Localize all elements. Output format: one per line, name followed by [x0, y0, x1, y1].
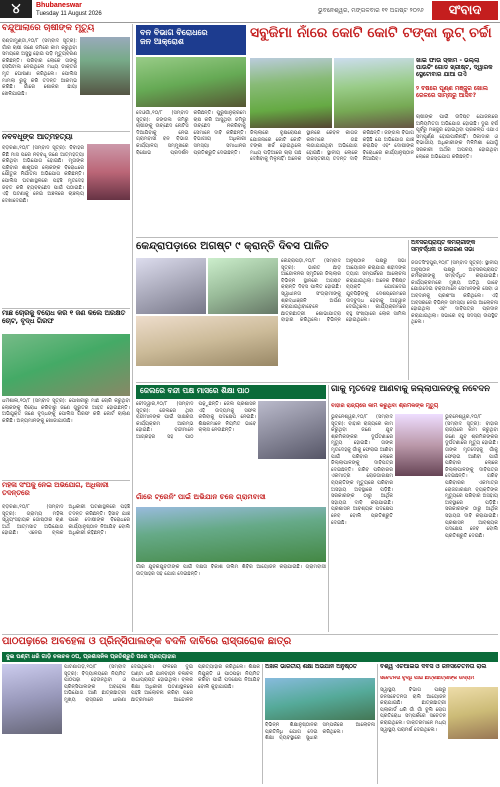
- bottom-mid-body: ବିଭିନ୍ନ ଶିକ୍ଷାନୁଷ୍ଠାନର ପ୍ରତିନିଧି ଯୋଗ ଦେଇ ଶିକ୍ଷା ବ୍ୟବସ୍ଥାରେ ସୁଧାର ସମ୍ପର୍କରେ ଆଲୋଚନା କରିଥିଲେ।: [265, 722, 375, 742]
- lead-headline-box: [250, 25, 500, 57]
- bottom-right-body: ସ୍ୱାସ୍ଥ୍ୟ ବିଭାଗ ପକ୍ଷରୁ ଜନସଚେତନତା ରାଲି ଆୟୋଜନ କରାଯାଇଛି। ଛାତ୍ରଛାତ୍ରୀ ପ୍ଲାକାର୍ଡ ଧରି ଗାଁ ଗାଁ ବୁଲି ରୋଗ ପ୍ରତିରୋଧ ସମ୍ପର୍କରେ ସଚେତନ କରାଇଥିଲେ। ଡାକ୍ତରମାନେ ମଧ୍ୟ ସ୍ୱାସ୍ଥ୍ୟ ପରାମର୍ଶ ଦେଇଥିଲେ।: [380, 687, 446, 733]
- left-article-2-headline: ନବବଧୂଙ୍କ ଆତ୍ମହତ୍ୟା: [2, 133, 73, 141]
- left-article-3-headline-box: [2, 310, 130, 332]
- center-top-band: [136, 25, 246, 55]
- left-article-1-headline-box: [2, 24, 130, 37]
- left-article-2-headline-box: [2, 133, 130, 144]
- lead-photo-left: [250, 58, 332, 128]
- banner2-photo-1: [136, 258, 206, 314]
- mid-b-body: ଗାଁର ଯୁବକଯୁବତୀଙ୍କ ପାଇଁ ଦକ୍ଷତା ବିକାଶ ତାଲିମ ଶିବିର ଆୟୋଜନ କରାଯାଇଛି। ଗ୍ରାମବାସୀ ଉତ୍ସାହର ସହ ଯୋଗ ଦେଇଛନ୍ତି।: [136, 564, 326, 577]
- lead-headline: ସବୁଜିମା ନାଁରେ କୋଟି କୋଟି ଟଙ୍କା ଲୁଟ୍ ଚର୍ଚ୍ଚା: [250, 25, 492, 41]
- left-article-3-body: ଧର୍ମଶାଳା,୧୦/୮ (ସମ୍ବାଦ ସୂତ୍ର): ପୋଖରୀରୁ ମାଛ ଚୋରି କରୁଥିବା ଲୋକଙ୍କୁ ବିରୋଧ କରିବାରୁ ଜଣେ ଗୁରୁତର ଆହତ ହୋଇଛନ୍ତି। ଅଭିଯୁକ୍ତ ଜଣେ ବୃଦ୍ଧଙ୍କୁ ପୋଲିସ ଗିରଫ କରି କୋର୍ଟ ଚାଲାଣ କରିଛି। ଅନ୍ୟମାନଙ୍କୁ ଖୋଜାଯାଉଛି।: [2, 398, 130, 424]
- right-top-headline-box: [416, 58, 498, 84]
- right-c-body-col2: ଭୁବନେଶ୍ୱର,୧୦/୮ (ସମ୍ବାଦ ସୂତ୍ର): ବାହାର ରାଜ୍ୟରେ କାମ କରୁଥିବା ଜଣେ ଯୁବ ଶ୍ରମିକଙ୍କର ଦୁର୍ଘଟଣାରେ ମୃତ୍ୟୁ ହୋଇଛି। ତାଙ୍କ ମୃତଦେହକୁ ଗାଁକୁ ଫେରାଇ ଆଣିବା ପାଇଁ ପରିବାର ଲୋକେ ଜିଲ୍ଲାପାଳଙ୍କୁ ଦାବିପତ୍ର ଦେଇଛନ୍ତି। ଗରିବ ପରିବାରର ଏକମାତ୍ର ରୋଜଗାରକ୍ଷମ ବ୍ୟକ୍ତିଙ୍କ ମୃତ୍ୟୁରେ ପରିବାର ଅସହାୟ ଅବସ୍ଥାରେ ପଡ଼ିଛି। ସରକାରଙ୍କ ଠାରୁ ଆର୍ଥିକ ସହାୟତା ଦାବି କରାଯାଇଛି। ପ୍ରଶାସନ ଆବଶ୍ୟକ ପଦକ୍ଷେପ ନେବ ବୋଲି ପ୍ରତିଶ୍ରୁତି ଦେଇଛି।: [445, 414, 498, 539]
- left-article-2-body: ବଡ଼ଚଣା,୧୦/୮ (ସମ୍ବାଦ ସୂତ୍ର): ବିବାହର କିଛି ମାସ ପରେ ନବବଧୂ ଜଣେ ଆତ୍ମହତ୍ୟା କରିଥିବା ଅଭିଯୋଗ ହୋଇଛି। ମୃତାଙ୍କ ପରିବାର ଶାଶୂଘର ଲୋକଙ୍କ ବିରୋଧରେ ଯୌତୁକ ନିର୍ଯାତନା ଅଭିଯୋଗ କରିଛନ୍ତି। ପୋଲିସ ଘଟଣାସ୍ଥଳରେ ପହଞ୍ଚି ମୃତଦେହ ଜବତ କରି ବ୍ୟବଚ୍ଛେଦ ପାଇଁ ପଠାଇଛି। ଏହି ଘଟଣାକୁ ନେଇ ଅଞ୍ଚଳରେ ଚାଞ୍ଚଲ୍ୟ ଦେଖାଦେଇଛି।: [2, 145, 84, 204]
- bottom-right-kicker-box: [380, 676, 498, 685]
- bottom-right-kicker: ସଚେତନତା ବୃଦ୍ଧି ପାଇଁ ଛାତ୍ରଛାତ୍ରୀଙ୍କ ଉଦ୍ୟମ: [380, 676, 475, 681]
- right-mid-headline: ଅବସରପ୍ରାପ୍ତ କର୍ମଚାରୀଙ୍କ ସମ୍ବର୍ଦ୍ଧନା ଓ ଜାଗରଣ ସଭା: [411, 240, 476, 253]
- banner3-sub-band: [2, 652, 498, 662]
- banner3-photo: [2, 664, 62, 734]
- right-c-kicker-box: [331, 403, 498, 412]
- center-top-band-line1: ବନ ବିଭାଗ ବିରୋଧରେ: [140, 28, 208, 37]
- banner3-headline-box: [2, 636, 498, 651]
- banner2-headline-box: [136, 240, 406, 256]
- lead-body: ଜିଲ୍ଲାରେ ବୃକ୍ଷରୋପଣ ଯୋଜନାରେ କୋଟି କୋଟି ଟଙ୍କା ଖର୍ଚ୍ଚ ହୋଇଥିଲେ ମଧ୍ୟ ପଡ଼ିଆରେ ଚାରା ଗଛ ଦେଖିବାକୁ ମିଳୁନାହିଁ। ଅନେକ ସ୍ଥାନରେ କେବଳ କାଗଜ କଲମରେ ଗଛ ଲଗାଯାଇଥିବା ଅଭିଯୋଗ ହୋଇଛି। ସ୍ଥାନୀୟ ଲୋକେ ଉଚ୍ଚସ୍ତରୀୟ ତଦନ୍ତ ଦାବି କରିଛନ୍ତି। ଜଙ୍ଗଲ ବିଭାଗ କହିଛି ଯେ ଅଭିଯୋଗ ଯାଞ୍ଚ କରାଯିବ ଏବଂ ଦୋଷୀଙ୍କ ବିରୋଧରେ କାର୍ଯ୍ୟାନୁଷ୍ଠାନ ନିଆଯିବ।: [250, 130, 414, 163]
- banner2-photo-3: [136, 316, 278, 366]
- left-article-2-photo: [87, 144, 130, 200]
- page-number: ୪: [0, 0, 32, 18]
- lead-photo-right: [334, 58, 414, 128]
- right-top-sub-box: [416, 86, 498, 112]
- left-article-4-body: ବଡ଼ଚଣା,୧୦/୮ (ସମ୍ବାଦ ସୂତ୍ର): ଗ୍ରାମ୍ୟ ମହିଳା ସ୍ୱୟଂସହାୟକ ଗୋଷ୍ଠୀର ଋଣ ଅର୍ଥ ଆତ୍ମସାତ ଅଭିଯୋଗ ହୋଇଛି। ଏନେଇ ବ୍ଲକ ଅଧିକାରୀ ଘଟଣାସ୍ଥଳରେ ପହଞ୍ଚି ତଦନ୍ତ କରିଛନ୍ତି। ହିସାବ ଯାଞ୍ଚ ପରେ ଦୋଷୀଙ୍କ ବିରୋଧରେ କାର୍ଯ୍ୟାନୁଷ୍ଠାନ ନିଆଯିବ ବୋଲି ଅଧିକାରୀ କହିଛନ୍ତି।: [2, 504, 130, 537]
- right-top-body: ଚାଷୀଙ୍କ ପାଇଁ ଉଦ୍ଦିଷ୍ଟ ଯୋଜନାରେ ଅନିୟମିତତା ଅଭିଯୋଗ ହୋଇଛି। ଦୁଇ ବର୍ଷ ପୂର୍ବରୁ ମଞ୍ଜୁର ହୋଇଥିବା ପ୍ରକଳ୍ପ ଏଯାଏ ସମ୍ପୂର୍ଣ୍ଣ ହୋଇପାରିନାହିଁ। ଠିକାଦାର ଓ ବିଭାଗୀୟ ଅଧିକାରୀଙ୍କ ମିଳିମିଶା ଯୋଗୁଁ ସରକାରୀ ଅର୍ଥର ଅପଚୟ ହୋଇଥିବା ଲୋକେ ଅଭିଯୋଗ କରିଛନ୍ତି।: [416, 114, 498, 160]
- bottom-right-photo: [448, 687, 498, 739]
- masthead-logo: ସଂବାଦ: [432, 1, 498, 20]
- left-article-1-body: ବଣ୍ଡାମୁଣ୍ଡା,୧୦/୮ (ସମ୍ବାଦ ସୂତ୍ର): ଗାଁର ଚାଷୀ ଜଣେ ଜମିରେ କାମ କରୁଥିବା ସମୟରେ ଅସୁସ୍ଥ ହୋଇ ପଡ଼ି ମୃତ୍ୟୁବରଣ କରିଛନ୍ତି। ପରିବାର ଲୋକେ ତାଙ୍କୁ ହସ୍ପିଟାଲ ନେଇଥିଲେ ମଧ୍ୟ ଡାକ୍ତର ମୃତ ଘୋଷଣା କରିଥିଲେ। ପୋଲିସ ମାମଲା ରୁଜୁ କରି ତଦନ୍ତ ଆରମ୍ଭ କରିଛି। ଗାଁରେ ଶୋକର ଛାୟା ଖେଳିଯାଇଛି।: [2, 38, 77, 97]
- right-c-kicker: ବାହାର ରାଜ୍ୟରେ କାମ କରୁଥିବା ଶ୍ରମିକଙ୍କ ମୃତ୍ୟୁ: [331, 403, 439, 409]
- mid-b-photo: [136, 507, 326, 562]
- left-article-4-headline-box: [2, 482, 130, 502]
- left-article-3-photo: [2, 334, 130, 396]
- right-mid-headline-box: [411, 240, 498, 258]
- right-top-headline: ଖାଇଁ ଫାଉ ସ୍କାମ - ଭଲ୍ଲା ପାଉଚିଂ ଗୋଡ ଖ୍ରୀଷ୍ଟ, ଦ୍ୱାରକ ସ୍ଥେଟୋବାର ଯାଆ ତାଏି: [416, 58, 493, 78]
- mid-a-body: ଚୌଦ୍ୱାର,୧୦/୮ (ସମ୍ବାଦ ସୂତ୍ର): ଜେଲରେ ଥିବା ବନ୍ଦୀମାନଙ୍କ ପାଇଁ ସାକ୍ଷରତା କାର୍ଯ୍ୟକ୍ରମ ଆରମ୍ଭ ହୋଇଛି। ବନ୍ଦୀମାନେ ଆଗ୍ରହର ସହ ପାଠ ପଢ଼ୁଛନ୍ତି। ଜେଲ ପ୍ରଶାସନ ଏହି ଉଦ୍ୟମକୁ ସଫଳ କରିବାକୁ ପଦକ୍ଷେପ ନେଇଛି। ଶିକ୍ଷକମାନେ ନିୟମିତ ଭାବେ କ୍ଲାସ ନେଉଛନ୍ତି।: [136, 401, 256, 440]
- bottom-right-headline-box: [380, 664, 498, 675]
- bottom-mid-headline: ଅଖିଳ ଭାରତୀୟ ଶିକ୍ଷା ଅଭିଯାନ ଅନୁଷ୍ଠିତ: [265, 664, 357, 670]
- banner2-body: କେନ୍ଦ୍ରାପଡ଼ା,୧୦/୮ (ସମ୍ବାଦ ସୂତ୍ର): ଭାରତ ଛାଡ଼ ଆନ୍ଦୋଳନର ସ୍ମୃତିରେ ଜିଲ୍ଲାର ବିଭିନ୍ନ ସ୍ଥାନରେ ଅଗଷ୍ଟ କ୍ରାନ୍ତି ଦିବସ ପାଳିତ ହୋଇଛି। ସ୍ୱାଧୀନତା ସଂଗ୍ରାମୀଙ୍କୁ ଶ୍ରଦ୍ଧାଞ୍ଜଳି ଅର୍ପଣ କରାଯାଇଥିବାବେଳେ ଛାତ୍ରଛାତ୍ରୀ ଶୋଭାଯାତ୍ରା ବାହାର କରିଥିଲେ। ବିଭିନ୍ନ ଅନୁଷ୍ଠାନ ପକ୍ଷରୁ ସଭା ଆୟୋଜନ କରାଯାଇ ଶହୀଦଙ୍କ ତ୍ୟାଗ ସମ୍ପର୍କରେ ଆଲୋଚନା କରାଯାଇଥିଲା। ଅନେକ ବିଶିଷ୍ଟ ବ୍ୟକ୍ତି ଯୋଗଦେଇ ଯୁବପିଢ଼ିଙ୍କୁ ଦେଶପ୍ରେମରେ ଉଦ୍ବୁଦ୍ଧ ହେବାକୁ ଆହ୍ୱାନ ଦେଇଥିଲେ। କାର୍ଯ୍ୟକ୍ରମରେ ବହୁ ସଂଖ୍ୟାରେ ଲୋକ ସାମିଲ ହୋଇଥିଲେ।: [281, 258, 406, 324]
- right-c-body-col1: ଭୁବନେଶ୍ୱର,୧୦/୮ (ସମ୍ବାଦ ସୂତ୍ର): ବାହାର ରାଜ୍ୟରେ କାମ କରୁଥିବା ଜଣେ ଯୁବ ଶ୍ରମିକଙ୍କର ଦୁର୍ଘଟଣାରେ ମୃତ୍ୟୁ ହୋଇଛି। ତାଙ୍କ ମୃତଦେହକୁ ଗାଁକୁ ଫେରାଇ ଆଣିବା ପାଇଁ ପରିବାର ଲୋକେ ଜିଲ୍ଲାପାଳଙ୍କୁ ଦାବିପତ୍ର ଦେଇଛନ୍ତି। ଗରିବ ପରିବାରର ଏକମାତ୍ର ରୋଜଗାରକ୍ଷମ ବ୍ୟକ୍ତିଙ୍କ ମୃତ୍ୟୁରେ ପରିବାର ଅସହାୟ ଅବସ୍ଥାରେ ପଡ଼ିଛି। ସରକାରଙ୍କ ଠାରୁ ଆର୍ଥିକ ସହାୟତା ଦାବି କରାଯାଇଛି। ପ୍ରଶାସନ ଆବଶ୍ୟକ ପଦକ୍ଷେପ ନେବ ବୋଲି ପ୍ରତିଶ୍ରୁତି ଦେଇଛି।: [331, 414, 393, 526]
- banner2-headline: କେନ୍ଦ୍ରାପଡ଼ାରେ ଅଗଷ୍ଟ ୯ କ୍ରାନ୍ତି ଦିବସ ପାଳିତ: [136, 240, 329, 252]
- left-article-4-headline: ମହିଳା ସଂଘକୁ ନେଇ ଅଭିଯୋଗ, ଅଧିକାରୀ ତଦନ୍ତରେ: [2, 482, 109, 497]
- bottom-mid-photo: [265, 678, 375, 720]
- left-article-1-photo: [80, 37, 130, 95]
- mid-a-photo: [258, 401, 326, 459]
- mid-b-headline: ଗାଁରେ ଟ୍ରେନିଂ ପାଇଁ ଅଭିଯାନ ଚଳେ ଗ୍ରାମବାସୀ: [136, 493, 266, 501]
- right-mid-body: ଜଗତସିଂହପୁର,୧୦/୮ (ସମ୍ବାଦ ସୂତ୍ର): ସ୍ଥାନୀୟ ଅନୁଷ୍ଠାନ ପକ୍ଷରୁ ଅବସରପ୍ରାପ୍ତ କର୍ମଚାରୀଙ୍କୁ ସମ୍ବର୍ଦ୍ଧିତ କରାଯାଇଛି। କାର୍ଯ୍ୟକ୍ରମରେ ମୁଖ୍ୟ ଅତିଥି ଭାବେ ଯୋଗଦେଇ ବକ୍ତାମାନେ ସେମାନଙ୍କ ସେବା ଓ ଅବଦାନକୁ ପ୍ରଶଂସା କରିଥିଲେ। ଏହି ଅବସରରେ ବିଭିନ୍ନ ସମସ୍ୟା ନେଇ ଆଲୋଚନା ହୋଇଥିଲା ଏବଂ ଦାବିପତ୍ର ପ୍ରଦାନ କରାଯାଇଥିଲା। ସଭାରେ ବହୁ ସଦସ୍ୟ ଉପସ୍ଥିତ ଥିଲେ।: [411, 260, 498, 326]
- banner2-photo-2: [208, 258, 278, 314]
- center-top-band-line2: ଜନ ଆକ୍ରୋଶ: [140, 37, 184, 47]
- left-article-3-headline: ମାଛ ଚୋରିକୁ ବିରୋଧ କରି ୧ ଜଣ କିଲେ ଅରକ୍ଷିତ ଚୋଟ, ବୃଦ୍ଧ ଗିରଫ: [2, 310, 126, 325]
- edition-city: Bhubaneswar: [36, 2, 82, 9]
- right-c-portrait: [395, 414, 443, 476]
- center-top-photo: [136, 57, 246, 107]
- right-c-headline: ଗାଁକୁ ମୃତଦେହ ଆଣିବାକୁ ଜିଲ୍ଲାପାଳଙ୍କୁ ନିବେଦନ: [331, 385, 490, 394]
- bottom-right-headline: ବିଶ୍ୱ ଏଚଆଇଭି ଦିବସ ଓ ଜନସଚେତନତା ରାଲି: [380, 664, 487, 670]
- mid-a-headline: ଜେଲରେ ବନ୍ଦୀ ପକ୍ଷ ମାସରେ ଶିକ୍ଷା ପାଠ: [140, 386, 250, 395]
- odia-date: ଭୁବନେଶ୍ୱର, ମଙ୍ଗଳବାର ୧୧ ଅଗଷ୍ଟ ୨୦୨୬: [318, 7, 424, 14]
- page-header: [0, 0, 500, 23]
- right-top-subheadline: ୨ ବର୍ଷରେ ପୂର୍ଣ୍ଣ ମଞ୍ଜୁର ଖୋଲ ରେଳରେ ସାମ୍ନାରୁ ଆସିବ?: [416, 86, 488, 99]
- banner3-body: ପାଟଣାଗଡ଼,୧୦/୮ (ସମ୍ବାଦ ସୂତ୍ର): ବିଦ୍ୟାଳୟରେ ନିୟମିତ ପାଠପଢ଼ା ହେଉନଥିବା ଓ ପ୍ରିନ୍ସିପାଲଙ୍କ ଅବହେଳା ଅଭିଯୋଗ ଆଣି ଛାତ୍ରଛାତ୍ରୀ ମୁଖ୍ୟ ରାସ୍ତାରେ ଧାରଣା ଦେଇଥିଲେ। ଫଳରେ ଦୁଇ ଘଣ୍ଟା ଧରି ଯାନବାହନ ଚଳାଚଳ ବାଧାପ୍ରାପ୍ତ ହୋଇଥିଲା। ବ୍ଲକ ଶିକ୍ଷା ଅଧିକାରୀ ଘଟଣାସ୍ଥଳରେ ପହଞ୍ଚି ଆଲୋଚନା କରିବା ପରେ ଛାତ୍ରମାନେ ଆନ୍ଦୋଳନ ପ୍ରତ୍ୟାହାର କରିଥିଲେ। ଶିକ୍ଷକ ନିଯୁକ୍ତି ଓ ପାଠପଢ଼ା ନିୟମିତ କରିବା ପାଇଁ ପଦକ୍ଷେପ ନିଆଯିବ ବୋଲି କୁହାଯାଇଛି।: [64, 664, 260, 703]
- banner3-headline: ପାଠପଢ଼ାରେ ଅବହେଳା ଓ ପ୍ରିନ୍ସିପାଲଙ୍କ ବଦଳି ଦାବିରେ ରାସ୍ତାରୋକ ଛାତ୍ର: [2, 636, 292, 647]
- center-top-body: ଦେଓଗାଁ,୧୦/୮ (ସମ୍ବାଦ ସୂତ୍ର): ଜଙ୍ଗଲ ଜମିରୁ ଚାଷୀଙ୍କୁ ଉଚ୍ଛେଦ ନୋଟିସ ଦିଆଯିବାକୁ ନେଇ ଗ୍ରାମବାସୀ ବନ ବିଭାଗ କାର୍ଯ୍ୟାଳୟ ସମ୍ମୁଖରେ ବିକ୍ଷୋଭ ପ୍ରଦର୍ଶନ କରିଛନ୍ତି। ପୁରୁଷାନୁକ୍ରମେ ଚାଷ କରି ଆସୁଥିବା ଜମିରୁ ଉଚ୍ଛେଦ ନକରିବାକୁ ସେମାନେ ଦାବି କରିଛନ୍ତି। ବିଭାଗୀୟ ଅଧିକାରୀ ସମସ୍ୟା ସମାଧାନର ପ୍ରତିଶ୍ରୁତି ଦେଇଛନ୍ତି।: [136, 110, 246, 156]
- mid-b-headline-box: [136, 493, 326, 505]
- left-article-1-headline: ବନ୍ଦୁଆଲାରେ ଚାଷୀଙ୍କ ମୃତ୍ୟୁ: [2, 24, 95, 33]
- mid-a-headline-band: [136, 385, 326, 399]
- banner3-subheadline: ଦୁଇ ଘଣ୍ଟା ଧରି ଗାଡ଼ି ଚଳାଚଳ ଠପ, ପ୍ରଶାସନିକ ପ୍ରତିଶ୍ରୁତି ପରେ ପ୍ରତ୍ୟାହାର: [6, 654, 176, 660]
- bottom-mid-headline-box: [265, 664, 375, 676]
- edition-date: Tuesday 11 August 2026: [36, 11, 102, 17]
- right-c-headline-box: [331, 385, 498, 401]
